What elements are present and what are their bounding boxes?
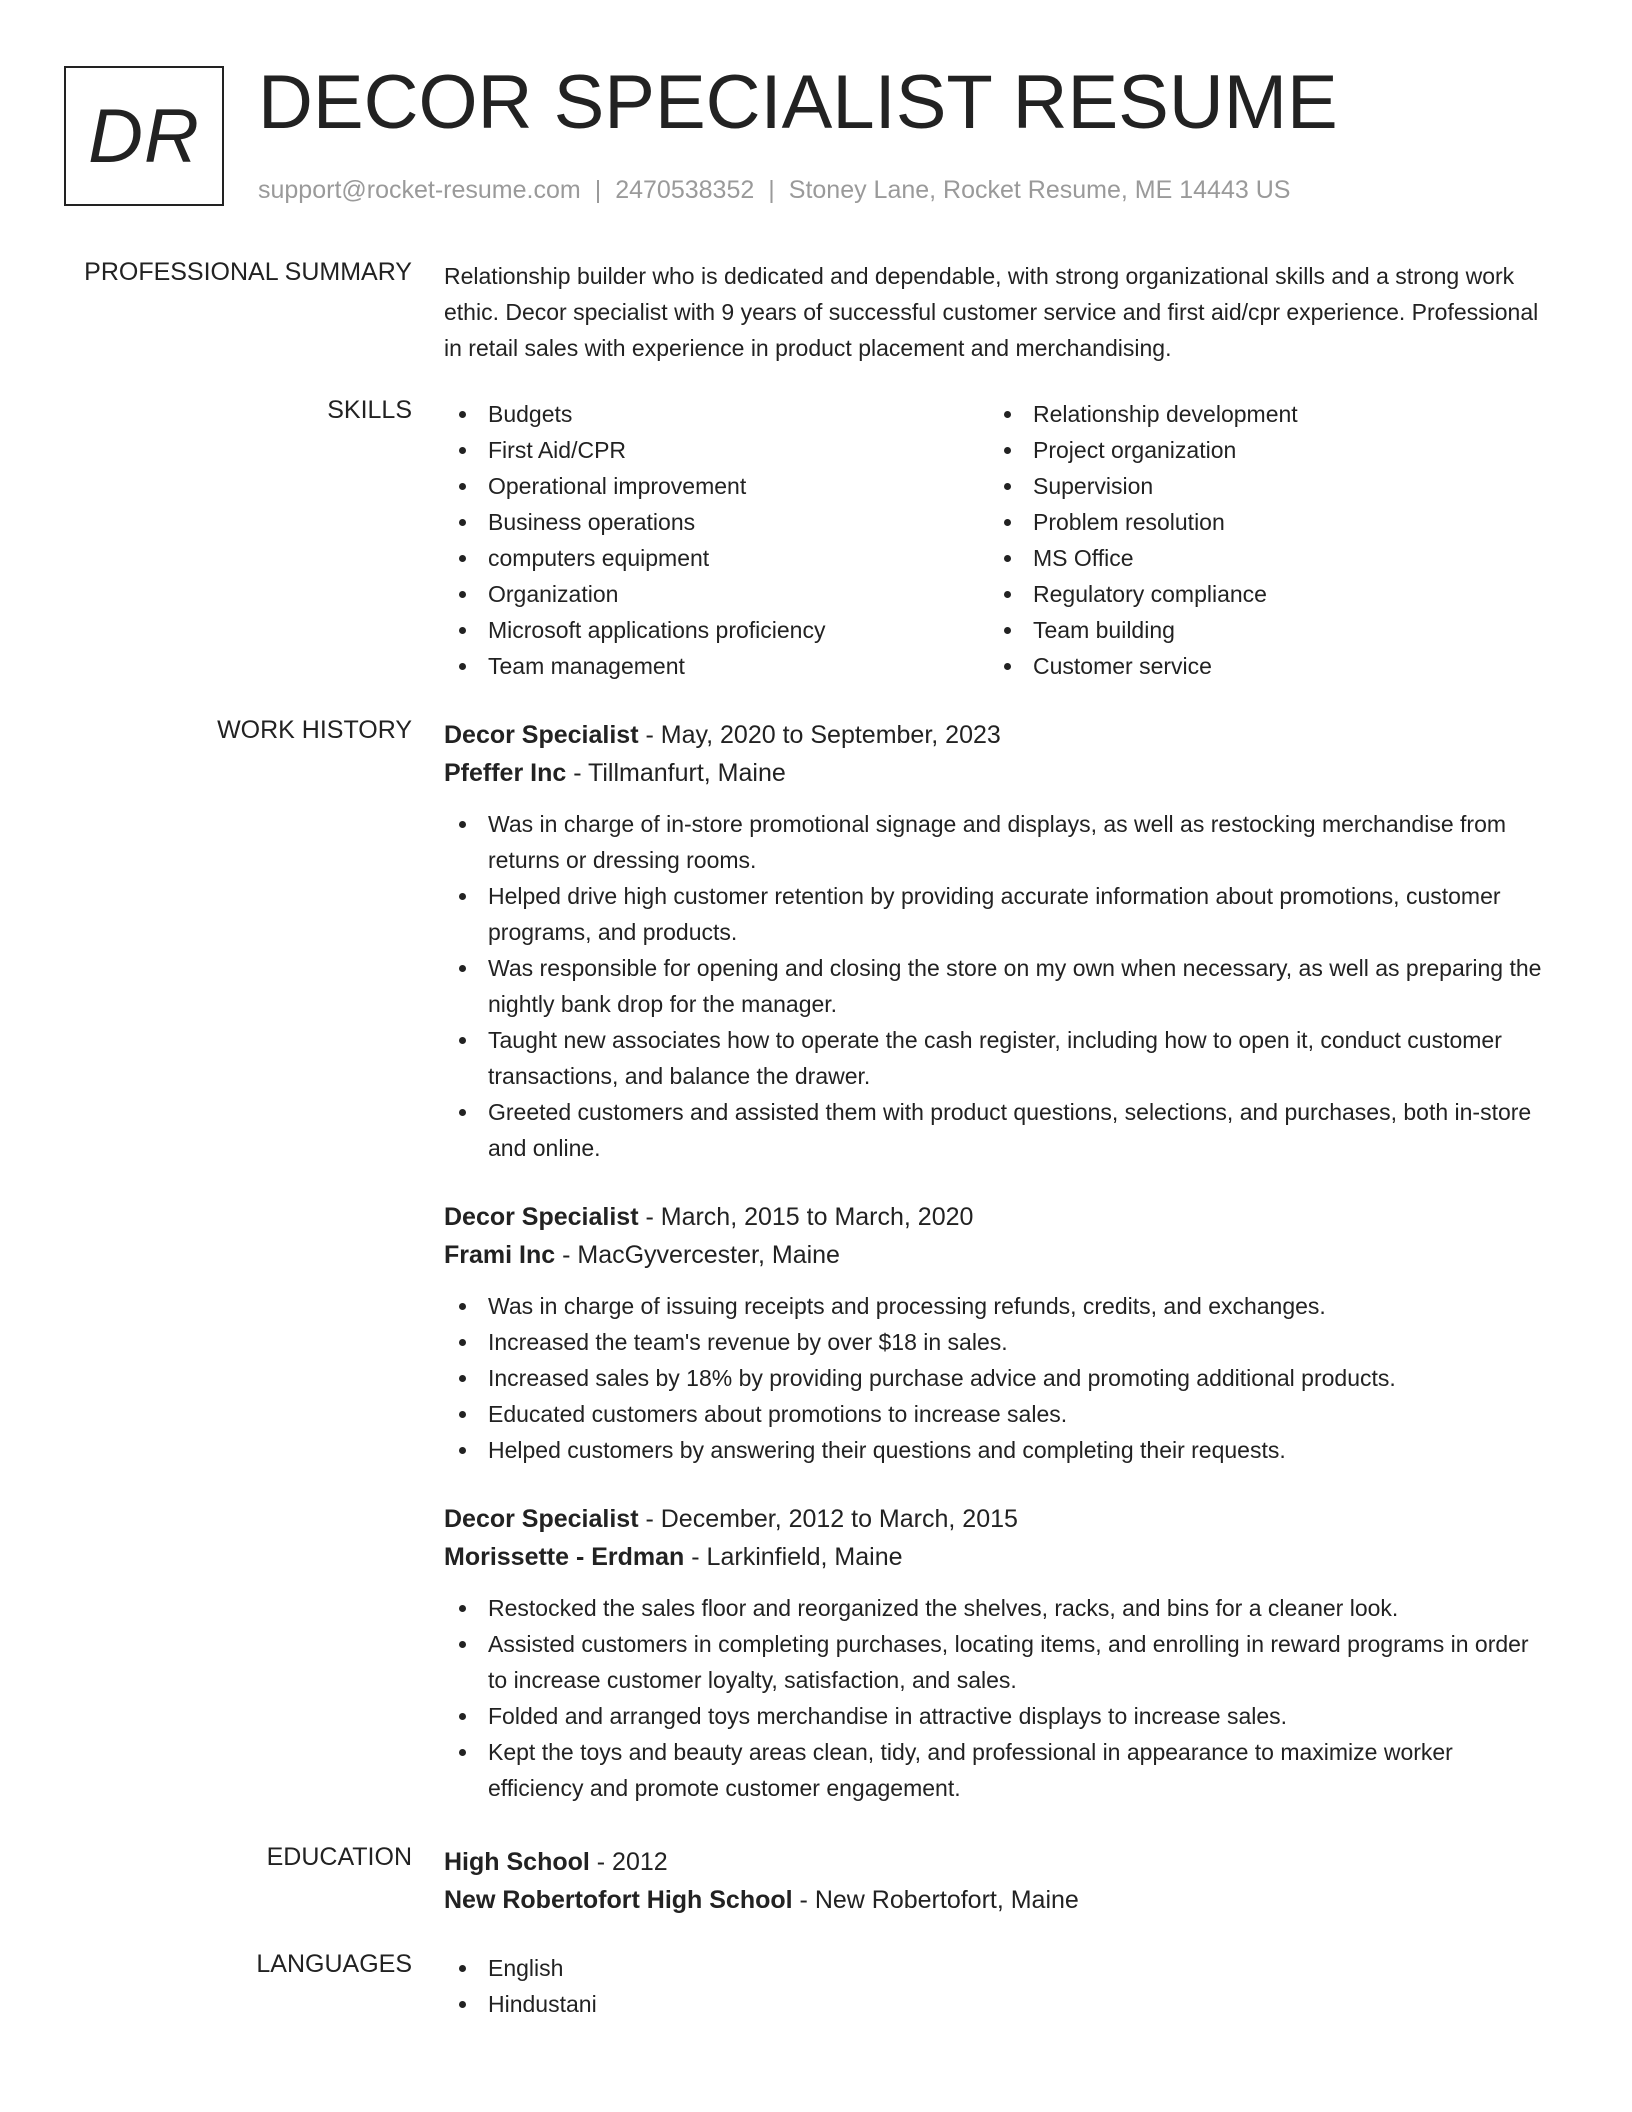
job-bullet: Folded and arranged toys merchandise in attractive displays to increase sales. <box>444 1698 1554 1734</box>
contact-email[interactable]: support@rocket-resume.com <box>258 176 581 204</box>
job-bullet: Increased sales by 18% by providing purchase advice and promoting additional products. <box>444 1360 1554 1396</box>
job-bullet: Helped customers by answering their questions and completing their requests. <box>444 1432 1554 1468</box>
job-title: Decor Specialist <box>444 1203 639 1231</box>
skills-list-left <box>444 396 989 684</box>
job-bullet: Increased the team's revenue by over $18 in sales. <box>444 1324 1554 1360</box>
job-bullets <box>444 1590 1554 1806</box>
skill-item: Operational improvement <box>444 468 989 504</box>
job-company-line <box>444 1236 1554 1274</box>
skills-list-right <box>989 396 1534 684</box>
job-company-line <box>444 754 1554 792</box>
skill-item: MS Office <box>989 540 1534 576</box>
job-dates: - March, 2015 to March, 2020 <box>638 1203 974 1231</box>
job-bullet: Was in charge of issuing receipts and processing refunds, credits, and exchanges. <box>444 1288 1554 1324</box>
job-dates: - December, 2012 to March, 2015 <box>638 1505 1018 1533</box>
job-bullet: Assisted customers in completing purchases, locating items, and enrolling in reward programs in order to increase customer loyalty, satisfaction, and sales. <box>444 1626 1554 1698</box>
summary-body <box>444 258 1554 366</box>
skill-item: Regulatory compliance <box>989 576 1534 612</box>
job-bullet: Was responsible for opening and closing the store on my own when necessary, as well as preparing the nightly bank drop for the manager. <box>444 950 1554 1022</box>
languages-label: LANGUAGES <box>256 1950 412 1978</box>
skill-item: Team management <box>444 648 989 684</box>
skill-item: Project organization <box>989 432 1534 468</box>
contact-separator: | <box>594 176 602 204</box>
education-label: EDUCATION <box>266 1843 412 1871</box>
job-location: - MacGyvercester, Maine <box>555 1241 840 1269</box>
job-bullets <box>444 806 1554 1166</box>
job-company: Pfeffer Inc <box>444 759 567 787</box>
job-location: - Larkinfield, Maine <box>684 1543 903 1571</box>
job-title-line <box>444 1500 1554 1538</box>
contact-address: Stoney Lane, Rocket Resume, ME 14443 US <box>788 176 1291 204</box>
language-item: English <box>444 1950 1554 1986</box>
job-title-line <box>444 716 1554 754</box>
education-school: New Robertofort High School <box>444 1886 793 1914</box>
skills-body <box>444 396 1554 684</box>
job-bullet: Taught new associates how to operate the cash register, including how to open it, conduct customer transactions, and balance the drawer. <box>444 1022 1554 1094</box>
skill-item: Customer service <box>989 648 1534 684</box>
skill-item: Business operations <box>444 504 989 540</box>
job-bullet: Kept the toys and beauty areas clean, tidy, and professional in appearance to maximize worker efficiency and promote customer engagement. <box>444 1734 1554 1806</box>
skills-label: SKILLS <box>327 396 412 424</box>
job-entry <box>444 1500 1554 1806</box>
contact-separator: | <box>768 176 775 204</box>
job-dates: - May, 2020 to September, 2023 <box>638 721 1001 749</box>
job-company: Morissette - Erdman <box>444 1543 685 1571</box>
job-title-line <box>444 1198 1554 1236</box>
job-title: Decor Specialist <box>444 1505 639 1533</box>
monogram-logo: DR <box>64 66 224 206</box>
skill-item: computers equipment <box>444 540 989 576</box>
job-company-line <box>444 1538 1554 1576</box>
job-title: Decor Specialist <box>444 721 639 749</box>
contact-phone[interactable]: 2470538352 <box>615 176 755 204</box>
job-bullet: Restocked the sales floor and reorganized the shelves, racks, and bins for a cleaner look. <box>444 1590 1554 1626</box>
work-history-body <box>444 716 1554 1806</box>
education-location: - New Robertofort, Maine <box>792 1886 1079 1914</box>
skill-item: Problem resolution <box>989 504 1534 540</box>
education-year: - 2012 <box>589 1848 668 1876</box>
job-entry <box>444 1198 1554 1468</box>
job-company: Frami Inc <box>444 1241 556 1269</box>
job-bullet: Greeted customers and assisted them with product questions, selections, and purchases, both in-store and online. <box>444 1094 1554 1166</box>
work-history-label: WORK HISTORY <box>217 716 412 744</box>
language-item: Hindustani <box>444 1986 1554 2022</box>
languages-body <box>444 1950 1554 2022</box>
job-bullet: Was in charge of in-store promotional signage and displays, as well as restocking merchandise from returns or dressing rooms. <box>444 806 1554 878</box>
job-bullet: Educated customers about promotions to increase sales. <box>444 1396 1554 1432</box>
job-bullet: Helped drive high customer retention by providing accurate information about promotions, customer programs, and products. <box>444 878 1554 950</box>
education-degree-line <box>444 1843 1554 1881</box>
skill-item: Organization <box>444 576 989 612</box>
summary-label: PROFESSIONAL SUMMARY <box>84 258 412 286</box>
resume-title: DECOR SPECIALIST RESUME <box>258 60 1338 145</box>
skill-item: Microsoft applications proficiency <box>444 612 989 648</box>
job-bullets <box>444 1288 1554 1468</box>
languages-list <box>444 1950 1554 2022</box>
skill-item: Budgets <box>444 396 989 432</box>
education-body <box>444 1843 1554 1919</box>
contact-line <box>258 176 1290 205</box>
summary-text: Relationship builder who is dedicated and dependable, with strong organizational skills and a strong work ethic. Decor specialist with 9 years of successful customer service and first aid/cpr experience. Professional in retail sales with experience in product placement and merchandising. <box>444 263 1539 361</box>
job-location: - Tillmanfurt, Maine <box>566 759 786 787</box>
skill-item: Relationship development <box>989 396 1534 432</box>
skill-item: Team building <box>989 612 1534 648</box>
skill-item: Supervision <box>989 468 1534 504</box>
education-degree: High School <box>444 1848 590 1876</box>
skill-item: First Aid/CPR <box>444 432 989 468</box>
job-entry <box>444 716 1554 1166</box>
education-school-line <box>444 1881 1554 1919</box>
